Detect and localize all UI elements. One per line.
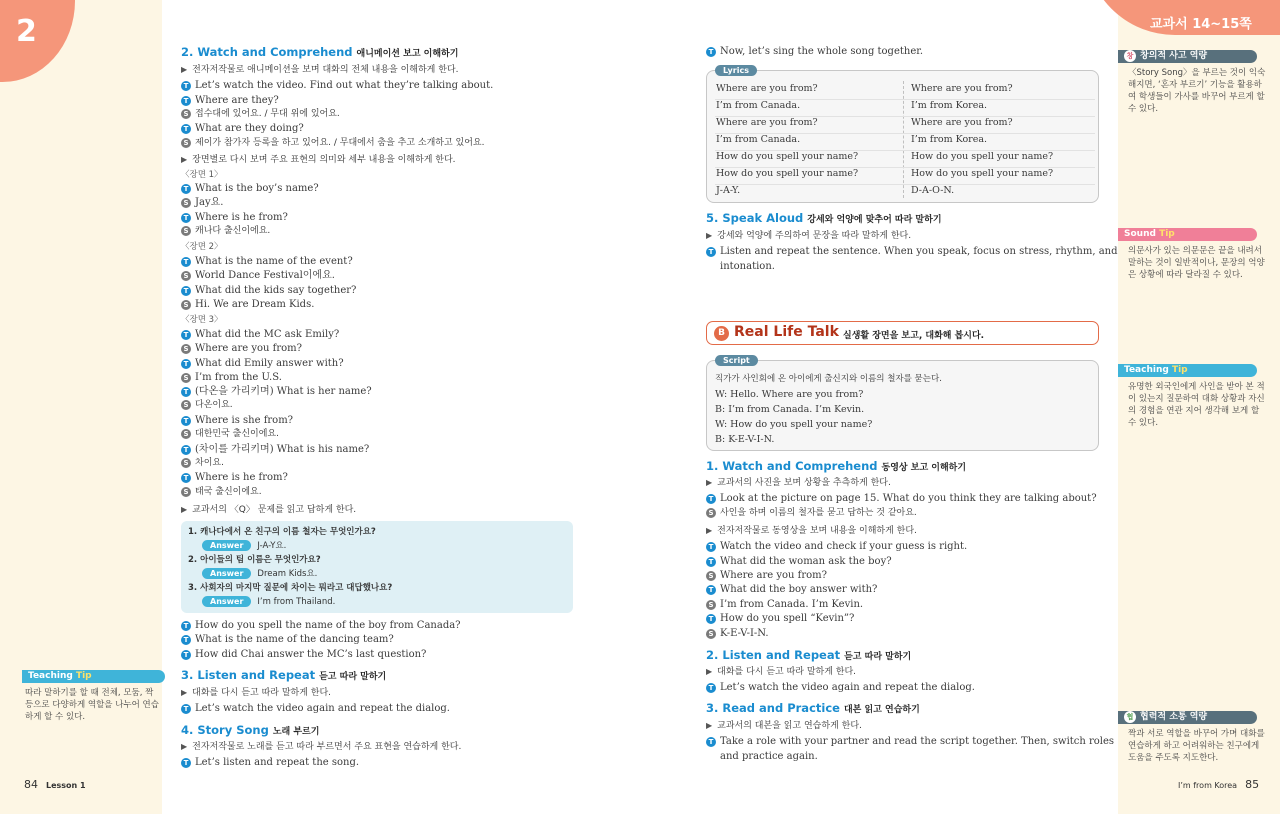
line-text: 교과서의 대본을 읽고 연습하게 한다. [717, 721, 862, 731]
page-number: 85 [1245, 778, 1260, 791]
teacher-bullet-icon: T [706, 585, 716, 595]
line-text: Let’s watch the video. Find out what they’re talking about. [195, 80, 494, 91]
teacher-line [181, 633, 394, 646]
teacher-line [181, 648, 426, 661]
student-line [181, 428, 279, 441]
answer-3-row [188, 596, 335, 609]
student-bullet-icon: S [181, 373, 191, 383]
teacher-line [181, 702, 450, 715]
line-text: Let’s watch the video again and repeat the dialog. [195, 703, 450, 714]
instruction-line [181, 153, 456, 167]
teacher-line [181, 94, 279, 107]
answer-pill: Answer [202, 596, 251, 607]
lyrics-tag: Lyrics [715, 65, 757, 76]
student-line [181, 108, 340, 121]
teacher-line [706, 612, 854, 625]
student-line [181, 298, 314, 311]
triangle-bullet-icon: ▶ [706, 478, 713, 487]
line-text: 태국 출신이에요. [195, 487, 262, 497]
answer-text: Dream Kids요. [257, 569, 318, 579]
teacher-line [181, 471, 288, 484]
line-text: 대한민국 출신이에요. [195, 429, 279, 439]
tip-line: 말하는 것이 일반적이나, 문장의 억양 [1128, 258, 1265, 268]
script-line: W: How do you spell your name? [715, 419, 873, 430]
line-text: Where are they? [195, 95, 279, 106]
triangle-bullet-icon: ▶ [181, 742, 188, 751]
tip-line: 도움을 주도록 지도한다. [1128, 753, 1219, 763]
triangle-bullet-icon: ▶ [181, 155, 188, 164]
heading-subtitle: 강세와 억양에 맞추어 따라 말하기 [807, 215, 942, 225]
student-line [706, 569, 827, 582]
section-heading-rlt-watch [706, 460, 966, 475]
tip-line: 이 있는지 질문하여 대화 상황과 자신 [1128, 394, 1265, 404]
teacher-bullet-icon: T [181, 286, 191, 296]
line-text: Watch the video and check if your guess is right. [720, 541, 968, 552]
tip-line: 해지면, ‘혼자 부르기’ 기능을 활용하 [1128, 80, 1262, 90]
teacher-bullet-icon: T [181, 213, 191, 223]
triangle-bullet-icon: ▶ [706, 526, 713, 535]
student-bullet-icon: S [181, 487, 191, 497]
heading-subtitle: 노래 부르기 [272, 727, 320, 737]
line-text: K-E-V-I-N. [720, 628, 769, 639]
line-text: Look at the picture on page 15. What do you think they are talking about? [720, 493, 1097, 504]
creative-thinking-tip-header [1118, 50, 1257, 63]
lesson-number: 2 [16, 14, 37, 49]
collab-badge-icon: 협 [1124, 711, 1136, 723]
line-text: (차이를 가리키며) What is his name? [195, 444, 370, 455]
line-text: 대화를 다시 듣고 따라 말하게 한다. [717, 667, 857, 677]
teacher-bullet-icon: T [706, 494, 716, 504]
heading-title: 5. Speak Aloud [706, 211, 804, 225]
real-life-talk-title: Real Life Talk [734, 324, 839, 340]
creative-thinking-tip-text [1128, 67, 1265, 115]
instruction-line [181, 63, 458, 77]
heading-title: 3. Read and Practice [706, 701, 840, 715]
tip-title-b: Tip [1159, 229, 1175, 239]
instruction-line [181, 686, 331, 700]
lyric-right-line: Where are you from? [911, 117, 1013, 128]
script-line: B: I’m from Canada. I’m Kevin. [715, 404, 865, 415]
line-text: Where are you from? [720, 570, 827, 581]
lyrics-rule [715, 184, 1095, 185]
tip-line: 수 있다. [1128, 418, 1159, 428]
student-bullet-icon: S [706, 508, 716, 518]
teacher-line [181, 414, 293, 427]
tip-line: 하게 할 수 있다. [25, 712, 86, 722]
instruction-line [181, 503, 356, 517]
instruction-line [706, 476, 891, 490]
line-text: 전자저작물로 애니메이션을 보며 대화의 전체 내용을 이해하게 한다. [192, 65, 459, 75]
teacher-bullet-icon: T [181, 758, 191, 768]
answer-2-row [188, 568, 317, 581]
student-bullet-icon: S [181, 271, 191, 281]
lyric-left-line: Where are you from? [716, 83, 818, 94]
teacher-line [181, 756, 359, 769]
line-text: Take a role with your partner and read the script together. Then, switch roles [720, 736, 1115, 747]
section-heading-watch-comprehend [181, 46, 458, 61]
teacher-bullet-icon: T [706, 614, 716, 624]
line-text: 사인을 하며 이름의 철자를 묻고 답하는 것 같아요. [720, 508, 917, 518]
script-line: W: Hello. Where are you from? [715, 389, 864, 400]
lyric-left-line: How do you spell your name? [716, 151, 859, 162]
teaching-tip-right-header [1118, 364, 1257, 377]
teacher-bullet-icon: T [181, 416, 191, 426]
lyric-left-line: How do you spell your name? [716, 168, 859, 179]
triangle-bullet-icon: ▶ [706, 667, 713, 676]
line-text: What did the MC ask Emily? [195, 329, 340, 340]
triangle-bullet-icon: ▶ [181, 688, 188, 697]
teacher-line-cont: and practice again. [720, 751, 818, 762]
line-text: Listen and repeat the sentence. When you speak, focus on stress, rhythm, and [720, 246, 1118, 257]
line-text: 대화를 다시 듣고 따라 말하게 한다. [192, 688, 332, 698]
answer-pill: Answer [202, 568, 251, 579]
lyric-right-line: I’m from Korea. [911, 134, 988, 145]
teacher-bullet-icon: T [181, 81, 191, 91]
line-text: 전자저작물로 동영상을 보며 내용을 이해하게 한다. [717, 526, 917, 536]
heading-title: 3. Listen and Repeat [181, 668, 316, 682]
script-line: B: K-E-V-I-N. [715, 434, 775, 445]
heading-subtitle: 듣고 따라 말하기 [844, 652, 912, 662]
section-heading-speak-aloud [706, 212, 942, 227]
qa-answer-box [181, 521, 573, 613]
student-line [181, 486, 262, 499]
teacher-bullet-icon: T [181, 359, 191, 369]
instruction-line [706, 229, 911, 243]
heading-title: 4. Story Song [181, 723, 269, 737]
section-heading-story-song [181, 724, 319, 739]
student-bullet-icon: S [181, 138, 191, 148]
instruction-line [706, 524, 917, 538]
triangle-bullet-icon: ▶ [181, 505, 188, 514]
teacher-bullet-icon: T [181, 704, 191, 714]
triangle-bullet-icon: ▶ [706, 721, 713, 730]
teacher-bullet-icon: T [706, 47, 716, 57]
line-text: Where is he from? [195, 472, 288, 483]
triangle-bullet-icon: ▶ [706, 231, 713, 240]
line-text: What did the boy answer with? [720, 584, 878, 595]
line-text: Jay요. [195, 197, 224, 208]
heading-subtitle: 대본 읽고 연습하기 [843, 705, 920, 715]
line-text: What is the name of the event? [195, 256, 353, 267]
student-bullet-icon: S [181, 198, 191, 208]
sound-tip-text [1128, 245, 1265, 281]
line-text: 전자저작물로 노래를 듣고 따라 부르면서 주요 표현을 연습하게 한다. [192, 742, 462, 752]
teaching-tip-left-header [22, 670, 165, 683]
teacher-line [181, 284, 356, 297]
teacher-bullet-icon: T [706, 557, 716, 567]
script-tag: Script [715, 355, 758, 366]
section-b-icon: B [714, 326, 729, 341]
tip-line: 등으로 다양하게 역할을 나누어 연습 [25, 700, 159, 710]
real-life-talk-banner [706, 321, 1099, 345]
scene-label: 〈장면 1〉 [181, 170, 223, 180]
lyric-right-line: I’m from Korea. [911, 100, 988, 111]
line-text: 교과서의 사진을 보며 상황을 추측하게 한다. [717, 478, 891, 488]
teacher-line [181, 357, 344, 370]
teacher-line [706, 245, 1118, 258]
line-text: What is the name of the dancing team? [195, 634, 394, 645]
teacher-bullet-icon: T [181, 124, 191, 134]
script-context: 직가가 사인회에 온 아이에게 출신지와 이름의 철자를 묻는다. [715, 374, 942, 384]
left-footer [24, 778, 86, 791]
teacher-line [181, 328, 339, 341]
collaborative-tip-header [1118, 711, 1257, 724]
section-heading-listen-repeat [181, 669, 386, 684]
line-text: What did Emily answer with? [195, 358, 344, 369]
line-text: 차이요. [195, 458, 224, 468]
teacher-line [181, 619, 461, 632]
lyric-left-line: J-A-Y. [716, 185, 741, 196]
tip-title-b: Tip [1171, 365, 1188, 375]
instruction-line [706, 665, 856, 679]
teacher-line-cont: intonation. [720, 261, 775, 272]
teacher-line [706, 735, 1114, 748]
student-line [181, 269, 335, 282]
line-text: I’m from the U.S. [195, 372, 282, 383]
line-text: Now, let’s sing the whole song together. [720, 46, 924, 57]
tip-line: 여 학생들이 가사를 바꾸어 부르게 할 [1128, 92, 1265, 102]
teacher-bullet-icon: T [706, 542, 716, 552]
teacher-line [181, 385, 372, 398]
student-line [181, 457, 224, 470]
teacher-line [181, 211, 288, 224]
creative-badge-icon: 창 [1124, 50, 1136, 62]
line-text: How did Chai answer the MC’s last question? [195, 649, 427, 660]
line-text: Where is she from? [195, 415, 294, 426]
tip-line: 수 있다. [1128, 104, 1159, 114]
student-line [181, 342, 302, 355]
tip-title-b: Tip [75, 671, 92, 681]
line-text: What are they doing? [195, 123, 304, 134]
tip-line: 은 상황에 따라 달라질 수 있다. [1128, 270, 1243, 280]
student-bullet-icon: S [706, 629, 716, 639]
student-bullet-icon: S [706, 571, 716, 581]
teacher-line [181, 443, 369, 456]
lesson-title: I’m from Korea [1178, 781, 1238, 790]
line-text: 장면별로 다시 보며 주요 표현의 의미와 세부 내용을 이해하게 한다. [192, 155, 456, 165]
scene-label: 〈장면 2〉 [181, 242, 223, 252]
scene-label: 〈장면 3〉 [181, 315, 223, 325]
student-bullet-icon: S [181, 344, 191, 354]
tip-title: 협력적 소통 역량 [1140, 712, 1208, 722]
triangle-bullet-icon: ▶ [181, 65, 188, 74]
student-line [181, 137, 485, 150]
collaborative-tip-text [1128, 728, 1265, 764]
answer-text: J-A-Y요. [257, 541, 287, 551]
line-text: 교과서의 〈Q〉 문제를 읽고 답하게 한다. [192, 505, 357, 515]
heading-subtitle: 애니메이션 보고 이해하기 [356, 49, 459, 59]
lyric-right-line: How do you spell your name? [911, 168, 1054, 179]
student-line [706, 598, 863, 611]
heading-subtitle: 동영상 보고 이해하기 [881, 463, 967, 473]
tip-title: 창의적 사고 역량 [1140, 51, 1208, 61]
teacher-bullet-icon: T [181, 387, 191, 397]
tip-line: 의문사가 있는 의문문은 끝을 내려서 [1128, 246, 1262, 256]
teaching-tip-left-text [25, 687, 159, 723]
tip-line: 〈Story Song〉을 부르는 것이 익숙 [1128, 68, 1266, 78]
line-text: 강세와 억양에 주의하여 문장을 따라 말하게 한다. [717, 231, 912, 241]
student-line [706, 627, 769, 640]
teacher-line [706, 492, 1097, 505]
student-line [706, 507, 917, 520]
teacher-bullet-icon: T [181, 257, 191, 267]
teacher-line [706, 681, 975, 694]
line-text: How do you spell the name of the boy from Canada? [195, 620, 461, 631]
teacher-bullet-icon: T [181, 96, 191, 106]
teacher-bullet-icon: T [181, 330, 191, 340]
line-text: I’m from Canada. I’m Kevin. [720, 599, 864, 610]
student-bullet-icon: S [181, 226, 191, 236]
tip-line: 의 경험을 연관 지어 생각해 보게 할 [1128, 406, 1260, 416]
teacher-line [706, 583, 877, 596]
tip-line: 유명한 외국인에게 사인을 받아 본 적 [1128, 382, 1265, 392]
tip-line: 연습하게 하고 어려워하는 친구에게 [1128, 741, 1260, 751]
section-heading-rlt-read [706, 702, 920, 717]
heading-title: 1. Watch and Comprehend [706, 459, 878, 473]
answer-text: I’m from Thailand. [257, 597, 336, 607]
student-bullet-icon: S [706, 600, 716, 610]
heading-title: 2. Listen and Repeat [706, 648, 841, 662]
lyric-right-line: Where are you from? [911, 83, 1013, 94]
teacher-bullet-icon: T [181, 473, 191, 483]
teaching-tip-right-text [1128, 381, 1265, 429]
line-text: 다온이요. [195, 400, 233, 410]
answer-1-row [188, 540, 286, 553]
line-text: How do you spell “Kevin”? [720, 613, 855, 624]
real-life-talk-desc: 실생활 장면을 보고, 대화해 봅시다. [843, 331, 985, 341]
teacher-bullet-icon: T [181, 635, 191, 645]
tip-title-a: Teaching [28, 671, 73, 681]
instruction-line [181, 740, 461, 754]
line-text: Let’s listen and repeat the song. [195, 757, 360, 768]
tip-line: 따라 말하기를 할 때 전체, 모둠, 짝 [25, 688, 154, 698]
teacher-line [181, 255, 353, 268]
question-2: 2. 아이들의 팀 이름은 무엇인가요? [188, 555, 321, 565]
lyric-left-line: I’m from Canada. [716, 134, 801, 145]
teacher-line [706, 540, 967, 553]
right-footer [1178, 778, 1267, 791]
line-text: What is the boy’s name? [195, 183, 319, 194]
line-text: 캐나다 출신이에요. [195, 226, 271, 236]
question-3: 3. 사회자의 마지막 질문에 차이는 뭐라고 대답했나요? [188, 583, 393, 593]
teacher-line [181, 182, 319, 195]
teacher-bullet-icon: T [706, 247, 716, 257]
heading-title: 2. Watch and Comprehend [181, 45, 353, 59]
teacher-line [706, 555, 892, 568]
tip-title-a: Teaching [1124, 365, 1169, 375]
student-bullet-icon: S [181, 458, 191, 468]
teacher-line [181, 122, 304, 135]
student-bullet-icon: S [181, 109, 191, 119]
student-bullet-icon: S [181, 300, 191, 310]
teacher-line [181, 79, 493, 92]
line-text: What did the kids say together? [195, 285, 357, 296]
student-line [181, 196, 223, 209]
instruction-line [706, 719, 862, 733]
line-text: 제이가 참가자 등록을 하고 있어요. / 무대에서 춤을 추고 소개하고 있어요. [195, 138, 485, 148]
heading-subtitle: 듣고 따라 말하기 [319, 672, 387, 682]
lyric-right-line: How do you spell your name? [911, 151, 1054, 162]
line-text: World Dance Festival이에요. [195, 270, 335, 281]
answer-pill: Answer [202, 540, 251, 551]
sound-tip-header [1118, 228, 1257, 241]
student-bullet-icon: S [181, 400, 191, 410]
student-bullet-icon: S [181, 429, 191, 439]
lyric-right-line: D-A-O-N. [911, 185, 955, 196]
student-line [181, 399, 233, 412]
line-text: 접수대에 있어요. / 무대 위에 있어요. [195, 109, 340, 119]
lyric-left-line: I’m from Canada. [716, 100, 801, 111]
lesson-label: Lesson 1 [46, 781, 86, 790]
line-text: Hi. We are Dream Kids. [195, 299, 315, 310]
script-box [706, 356, 1099, 451]
question-1: 1. 캐나다에서 온 친구의 이름 철자는 무엇인가요? [188, 527, 376, 537]
line-text: What did the woman ask the boy? [720, 556, 892, 567]
lyrics-box [706, 66, 1099, 203]
teacher-line [706, 45, 923, 58]
line-text: Where are you from? [195, 343, 302, 354]
student-line [181, 225, 270, 238]
teacher-bullet-icon: T [181, 445, 191, 455]
teacher-bullet-icon: T [706, 737, 716, 747]
teacher-bullet-icon: T [181, 650, 191, 660]
line-text: Where is he from? [195, 212, 288, 223]
textbook-pages-label: 교과서 14~15쪽 [1150, 17, 1252, 32]
line-text: Let’s watch the video again and repeat the dialog. [720, 682, 975, 693]
teacher-bullet-icon: T [181, 621, 191, 631]
tip-title-a: Sound [1124, 229, 1156, 239]
page-number: 84 [24, 778, 38, 791]
teacher-bullet-icon: T [706, 683, 716, 693]
lyric-left-line: Where are you from? [716, 117, 818, 128]
tip-line: 짝과 서로 역할을 바꾸어 가며 대화를 [1128, 729, 1265, 739]
line-text: (다온을 가리키며) What is her name? [195, 386, 372, 397]
teacher-bullet-icon: T [181, 184, 191, 194]
student-line [181, 371, 282, 384]
section-heading-rlt-listen [706, 649, 911, 664]
